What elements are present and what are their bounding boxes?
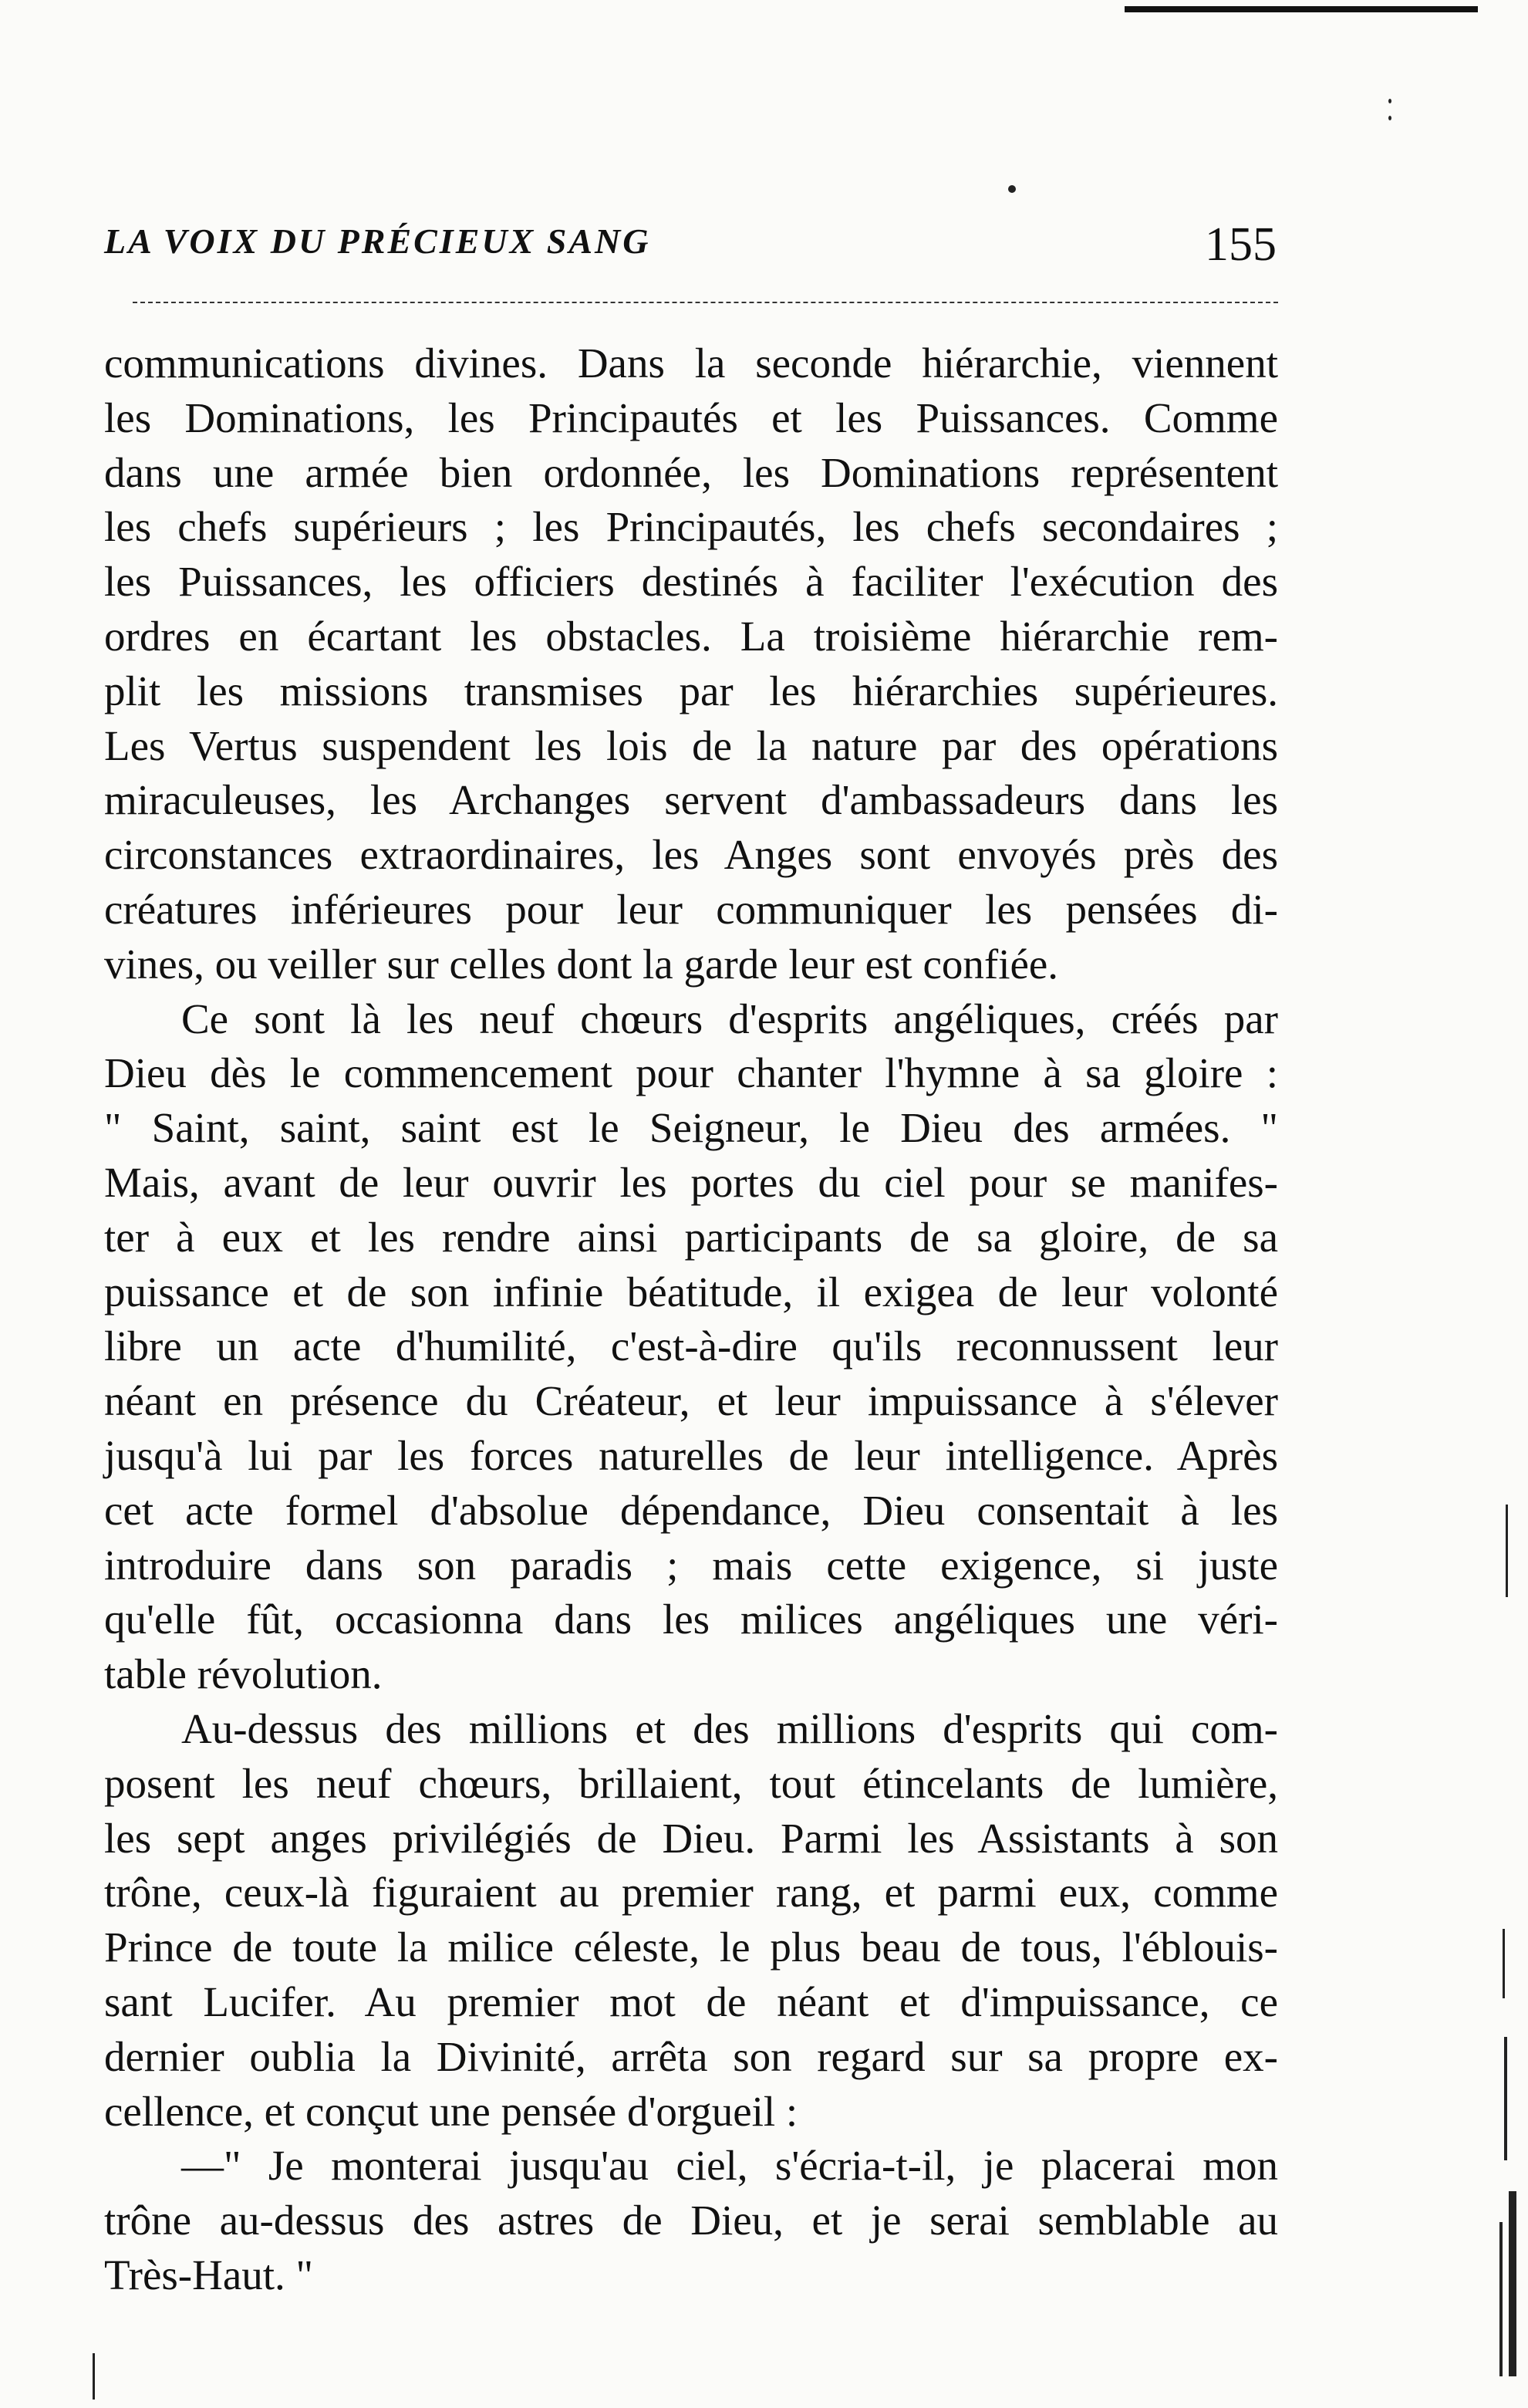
text-line: jusqu'à lui par les forces naturelles de leur intelligence. Après xyxy=(104,1431,1278,1479)
top-edge-rule xyxy=(1125,6,1478,12)
text-line: les Puissances, les officiers destinés à faciliter l'exécution des xyxy=(104,558,1278,606)
text-line: ter à eux et les rendre ainsi participants de sa gloire, de sa xyxy=(104,1213,1278,1261)
text-line: puissance et de son infinie béatitude, il exigea de leur volonté xyxy=(104,1268,1278,1315)
text-line: circonstances extraordinaires, les Anges sont envoyés près des xyxy=(104,831,1278,879)
text-line: trône, ceux-là figuraient au premier rang, et parmi eux, comme xyxy=(104,1869,1278,1917)
page-number: 155 xyxy=(1205,218,1277,271)
text-line: les chefs supérieurs ; les Principautés, les chefs secondaires ; xyxy=(104,503,1278,551)
text-line: les Dominations, les Principautés et les Puissances. Comme xyxy=(104,393,1278,441)
text-line: trône au-dessus des astres de Dieu, et je serai semblable au xyxy=(104,2197,1278,2244)
print-speck xyxy=(1388,116,1391,120)
text-line: table révolution. xyxy=(104,1650,383,1698)
print-speck xyxy=(1388,99,1391,103)
scan-margin-mark xyxy=(1499,2222,1503,2376)
text-line: Prince de toute la milice céleste, le plus beau de tous, l'éblouis- xyxy=(104,1923,1278,1971)
header-rule xyxy=(133,302,1278,303)
text-line: posent les neuf chœurs, brillaient, tout étincelants de lumière, xyxy=(104,1759,1278,1807)
text-line: —" Je monterai jusqu'au ciel, s'écria-t-il, je placerai mon xyxy=(181,2142,1278,2190)
text-line: Ce sont là les neuf chœurs d'esprits angéliques, créés par xyxy=(181,995,1278,1042)
text-line: Dieu dès le commencement pour chanter l'hymne à sa gloire : xyxy=(104,1049,1278,1097)
paragraph-3 xyxy=(104,1702,1278,2139)
text-line: " Saint, saint, saint est le Seigneur, le Dieu des armées. " xyxy=(104,1104,1278,1152)
text-line: introduire dans son paradis ; mais cette exigence, si juste xyxy=(104,1541,1278,1589)
text-line: cellence, et conçut une pensée d'orgueil : xyxy=(104,2087,798,2135)
scan-margin-mark xyxy=(93,2353,95,2400)
scan-margin-mark xyxy=(1506,1505,1508,1597)
text-line: cet acte formel d'absolue dépendance, Dieu consentait à les xyxy=(104,1486,1278,1534)
text-line: libre un acte d'humilité, c'est-à-dire qu'ils reconnussent leur xyxy=(104,1322,1278,1370)
text-line: créatures inférieures pour leur communiquer les pensées di- xyxy=(104,885,1278,933)
text-line: Très-Haut. " xyxy=(104,2251,313,2298)
text-line: sant Lucifer. Au premier mot de néant et d'impuissance, ce xyxy=(104,1977,1278,2025)
running-title: LA VOIX DU PRÉCIEUX SANG xyxy=(104,221,651,261)
text-line: Au-dessus des millions et des millions d'esprits qui com- xyxy=(181,1704,1278,1752)
text-line: dans une armée bien ordonnée, les Dominations représentent xyxy=(104,448,1278,496)
text-line: plit les missions transmises par les hiérarchies supérieures. xyxy=(104,667,1278,714)
text-line: ordres en écartant les obstacles. La troisième hiérarchie rem- xyxy=(104,612,1278,660)
print-speck xyxy=(1008,185,1016,193)
text-line: miraculeuses, les Archanges servent d'ambassadeurs dans les xyxy=(104,776,1278,824)
text-line: vines, ou veiller sur celles dont la garde leur est confiée. xyxy=(104,940,1059,988)
page-header xyxy=(104,218,1277,276)
text-line: les sept anges privilégiés de Dieu. Parmi les Assistants à son xyxy=(104,1814,1278,1862)
scan-margin-mark xyxy=(1503,1929,1505,1998)
scan-margin-mark xyxy=(1504,2037,1507,2160)
paragraph-1 xyxy=(104,336,1278,992)
text-line: Les Vertus suspendent les lois de la nature par des opérations xyxy=(104,721,1278,769)
paragraph-2 xyxy=(104,992,1278,1702)
text-line: dernier oublia la Divinité, arrêta son regard sur sa propre ex- xyxy=(104,2032,1278,2080)
paragraph-4 xyxy=(104,2139,1278,2302)
body-text xyxy=(104,336,1278,2303)
text-line: Mais, avant de leur ouvrir les portes du ciel pour se manifes- xyxy=(104,1158,1278,1206)
text-line: qu'elle fût, occasionna dans les milices angéliques une véri- xyxy=(104,1596,1278,1643)
scan-margin-mark xyxy=(1509,2191,1516,2376)
text-line: néant en présence du Créateur, et leur impuissance à s'élever xyxy=(104,1377,1278,1425)
text-line: communications divines. Dans la seconde hiérarchie, viennent xyxy=(104,339,1278,387)
